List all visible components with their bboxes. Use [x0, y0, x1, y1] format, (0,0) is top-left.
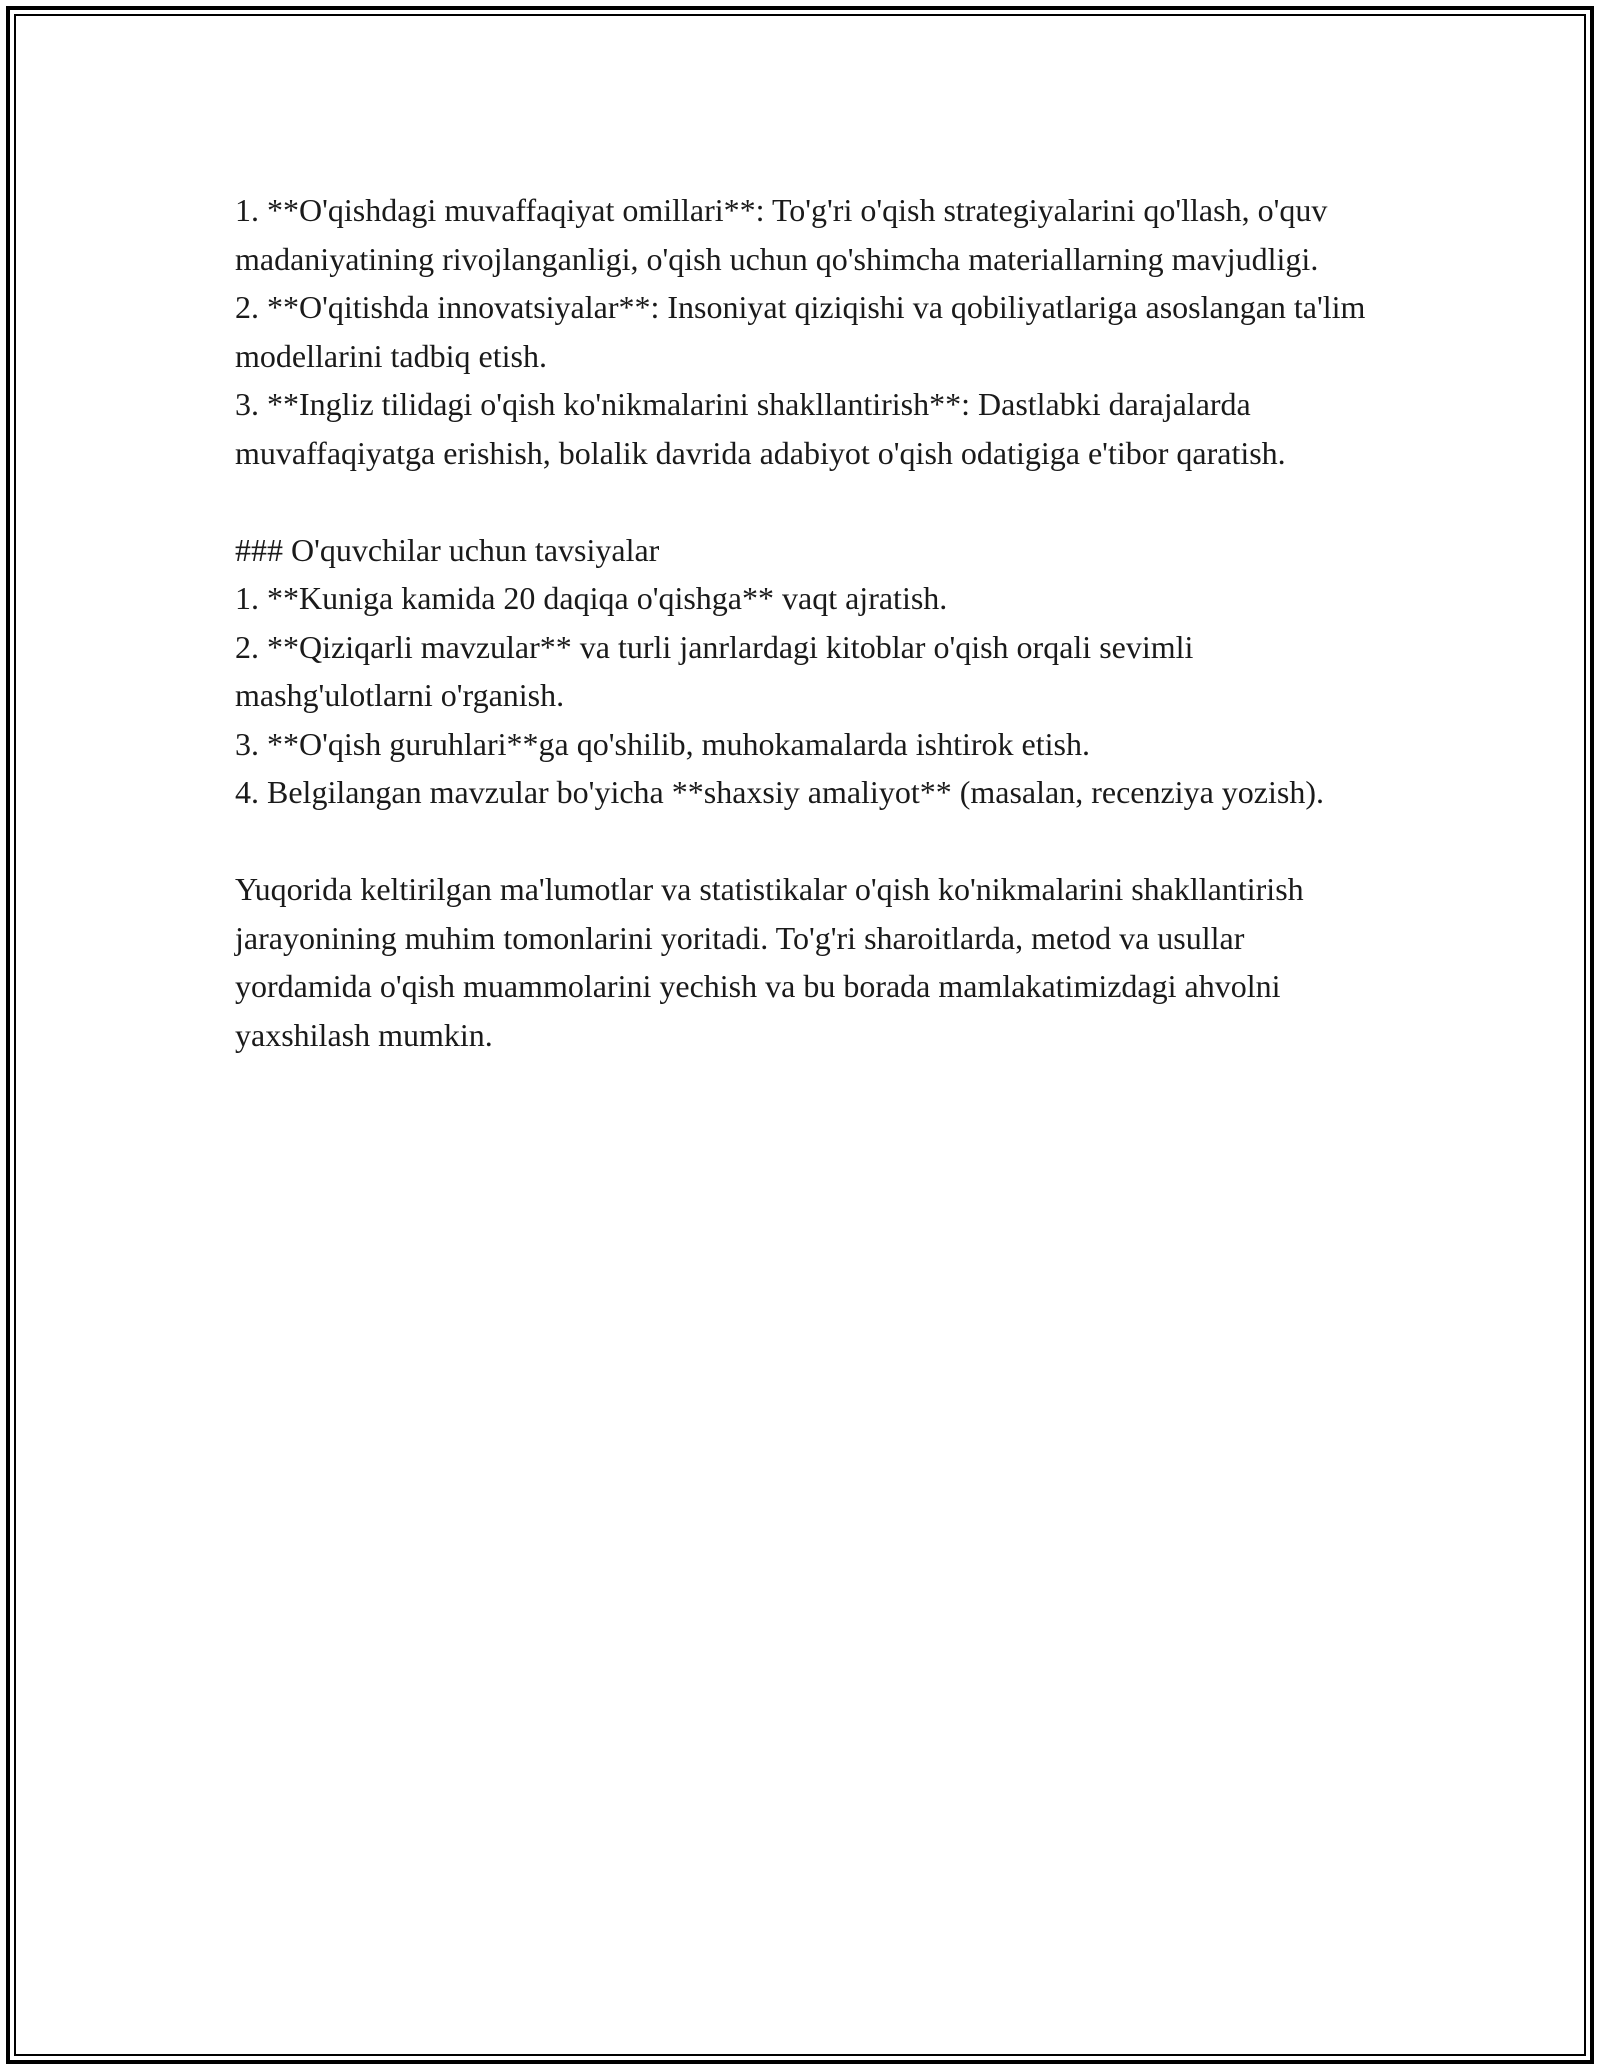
document-body: [235, 186, 1375, 1059]
conclusion-paragraph: Yuqorida keltirilgan ma'lumotlar va statistikalar o'qish ko'nikmalarini shakllantirish jarayonining muhim tomonlarini yoritadi. To'g'ri sharoitlarda, metod va usullar yordamida o'qish muammolarini yechish va bu borada mamlakatimizdagi ahvolni yaxshilash mumkin.: [235, 871, 1304, 1053]
paragraph-gap: [235, 817, 1375, 866]
list-item: 3. **Ingliz tilidagi o'qish ko'nikmalarini shakllantirish**: Dastlabki darajalarda muvaffaqiyatga erishish, bolalik davrida adabiyot o'qish odatigiga e'tibor qaratish.: [235, 386, 1286, 471]
section-heading: ### O'quvchilar uchun tavsiyalar: [235, 531, 660, 568]
list-item: 3. **O'qish guruhlari**ga qo'shilib, muhokamalarda ishtirok etish.: [235, 725, 1090, 762]
list-item: 2. **O'qitishda innovatsiyalar**: Insoniyat qiziqishi va qobiliyatlariga asoslangan ta'lim modellarini tadbiq etish.: [235, 289, 1366, 374]
factors-list: [235, 186, 1375, 477]
recommendations-section: [235, 526, 1375, 817]
list-item: 1. **Kuniga kamida 20 daqiqa o'qishga** vaqt ajratish.: [235, 580, 948, 616]
paragraph-gap: [235, 477, 1375, 526]
list-item: 2. **Qiziqarli mavzular** va turli janrlardagi kitoblar o'qish orqali sevimli mashg'ulotlarni o'rganish.: [235, 628, 1194, 713]
list-item: 4. Belgilangan mavzular bo'yicha **shaxsiy amaliyot** (masalan, recenziya yozish).: [235, 774, 1324, 810]
list-item: 1. **O'qishdagi muvaffaqiyat omillari**: To'g'ri o'qish strategiyalarini qo'llash, o'quv madaniyatining rivojlanganligi, o'qish uchun qo'shimcha materiallarning mavjudligi.: [235, 192, 1328, 277]
